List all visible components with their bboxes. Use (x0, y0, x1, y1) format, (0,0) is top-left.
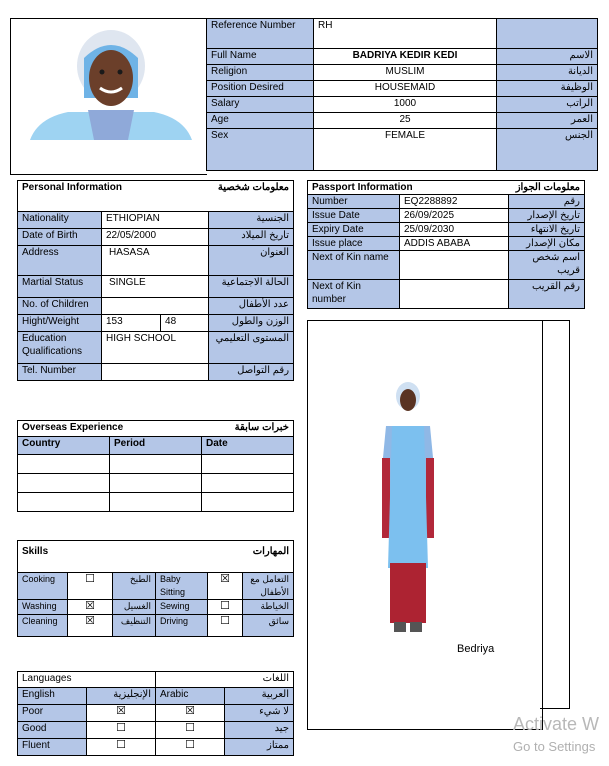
table-row (207, 19, 598, 49)
skill-babysitting-arabic: التعامل مع الأطفال (243, 573, 294, 600)
label-passport-number: Number (308, 195, 400, 209)
arabic-age: العمر (497, 113, 598, 129)
frame-side-strip (540, 320, 570, 709)
label-expiry-date: Expiry Date (308, 223, 400, 237)
label-height-weight: Hight/Weight (18, 315, 102, 332)
label-sex: Sex (207, 129, 314, 171)
arabic-kin-number: رقم القريب (509, 280, 585, 309)
label-issue-date: Issue Date (308, 209, 400, 223)
label-position: Position Desired (207, 81, 314, 97)
language-english-arabic: الإنجليزية (87, 688, 156, 705)
activation-watermark-subtitle[interactable]: Go to Settings (513, 739, 596, 754)
table-row (18, 493, 294, 512)
table-row (207, 97, 598, 113)
cell-country (18, 455, 110, 474)
label-children: No. of Children (18, 298, 102, 315)
cell-period (110, 493, 202, 512)
passport-info-table (307, 180, 585, 309)
value-children (102, 298, 209, 315)
table-row (18, 739, 294, 756)
arabic-expiry-date: تاريخ الانتهاء (509, 223, 585, 237)
passport-title: Passport Information (308, 181, 509, 195)
arabic-poor-checkbox[interactable]: ☒ (156, 705, 225, 722)
arabic-sex: الجنس (497, 129, 598, 171)
column-period: Period (110, 437, 202, 455)
label-nationality: Nationality (18, 212, 102, 229)
value-expiry-date: 25/09/2030 (400, 223, 509, 237)
label-full-name: Full Name (207, 49, 314, 65)
header-info-table (206, 18, 598, 171)
value-weight: 48 (161, 315, 209, 332)
value-passport-number: EQ2288892 (400, 195, 509, 209)
passport-title-ar: معلومات الجواز (509, 181, 585, 195)
arabic-nationality: الجنسية (209, 212, 294, 229)
cell-country (18, 474, 110, 493)
table-row (18, 705, 294, 722)
arabic-kin-name: اسم شخص قريب (509, 251, 585, 280)
skill-cooking-arabic: الطبخ (113, 573, 156, 600)
section-header (18, 181, 294, 212)
table-row (18, 455, 294, 474)
table-row (207, 81, 598, 97)
skill-sewing-checkbox[interactable]: ☐ (208, 600, 243, 615)
column-date: Date (202, 437, 294, 455)
personal-title-ar: معلومات شخصية (161, 181, 294, 212)
label-kin-name: Next of Kin name (308, 251, 400, 280)
table-row (207, 113, 598, 129)
skill-babysitting-checkbox[interactable]: ☒ (208, 573, 243, 600)
value-height: 153 (102, 315, 161, 332)
cell-period (110, 474, 202, 493)
table-row (18, 315, 294, 332)
value-dob: 22/05/2000 (102, 229, 209, 246)
value-nationality: ETHIOPIAN (102, 212, 209, 229)
value-sex: FEMALE (314, 129, 497, 171)
cell-country (18, 493, 110, 512)
label-religion: Religion (207, 65, 314, 81)
level-good-arabic: جيد (225, 722, 294, 739)
table-row (18, 615, 294, 637)
arabic-marital-status: الحالة الاجتماعية (209, 276, 294, 298)
value-issue-place: ADDIS ABABA (400, 237, 509, 251)
arabic-salary: الراتب (497, 97, 598, 113)
cell-period (110, 455, 202, 474)
table-header-row (18, 437, 294, 455)
personal-info-table (17, 180, 294, 381)
table-row (18, 298, 294, 315)
label-address: Address (18, 246, 102, 276)
photo-caption: Bedriya (457, 643, 495, 655)
table-row (207, 49, 598, 65)
skills-table (17, 540, 294, 637)
value-religion: MUSLIM (314, 65, 497, 81)
english-good-checkbox[interactable]: ☐ (87, 722, 156, 739)
skill-cleaning-checkbox[interactable]: ☒ (68, 615, 113, 637)
table-header-row (18, 688, 294, 705)
arabic-children: عدد الأطفال (209, 298, 294, 315)
arabic-issue-date: تاريخ الإصدار (509, 209, 585, 223)
label-education: Education Qualifications (18, 332, 102, 364)
arabic-dob: تاريخ الميلاد (209, 229, 294, 246)
skill-driving-arabic: سائق (243, 615, 294, 637)
arabic-passport-number: رقم (509, 195, 585, 209)
label-kin-number: Next of Kin number (308, 280, 400, 309)
arabic-good-checkbox[interactable]: ☐ (156, 722, 225, 739)
skill-cooking-label: Cooking (18, 573, 68, 600)
headshot-photo (28, 28, 194, 142)
value-issue-date: 26/09/2025 (400, 209, 509, 223)
table-row (18, 722, 294, 739)
value-kin-name (400, 251, 509, 280)
level-poor-label: Poor (18, 705, 87, 722)
section-header (18, 421, 294, 437)
language-arabic-arabic: العربية (225, 688, 294, 705)
table-row (308, 237, 585, 251)
label-marital-status: Martial Status (18, 276, 102, 298)
table-row (18, 332, 294, 364)
table-row (18, 474, 294, 493)
languages-table (17, 671, 294, 756)
section-header (18, 541, 294, 573)
english-poor-checkbox[interactable]: ☒ (87, 705, 156, 722)
activation-watermark-title: Activate W (513, 714, 600, 734)
skill-cleaning-arabic: التنظيف (113, 615, 156, 637)
table-row (308, 209, 585, 223)
label-issue-place: Issue place (308, 237, 400, 251)
section-header (308, 181, 585, 195)
table-row (18, 212, 294, 229)
table-row (308, 223, 585, 237)
column-country: Country (18, 437, 110, 455)
skill-cooking-checkbox[interactable]: ☐ (68, 573, 113, 600)
table-row (18, 276, 294, 298)
skills-title: Skills (18, 541, 156, 573)
table-row (207, 129, 598, 171)
level-fluent-arabic: ممتاز (225, 739, 294, 756)
value-age: 25 (314, 113, 497, 129)
arabic-height-weight: الوزن والطول (209, 315, 294, 332)
label-dob: Date of Birth (18, 229, 102, 246)
value-position: HOUSEMAID (314, 81, 497, 97)
skill-sewing-arabic: الخياطة (243, 600, 294, 615)
cell-date (202, 493, 294, 512)
overseas-title: Overseas Experience (18, 421, 202, 437)
language-arabic-label: Arabic (156, 688, 225, 705)
value-kin-number (400, 280, 509, 309)
value-reference-number: RH (314, 19, 497, 49)
table-row (18, 364, 294, 381)
personal-title: Personal Information (18, 181, 161, 212)
label-tel: Tel. Number (18, 364, 102, 381)
level-fluent-label: Fluent (18, 739, 87, 756)
english-fluent-checkbox[interactable]: ☐ (87, 739, 156, 756)
section-header (18, 672, 294, 688)
value-marital-status: SINGLE (102, 276, 209, 298)
overseas-experience-table (17, 420, 294, 512)
value-education: HIGH SCHOOL (102, 332, 209, 364)
value-address: HASASA (102, 246, 209, 276)
skill-driving-checkbox[interactable]: ☐ (208, 615, 243, 637)
arabic-education: المستوى التعليمي (209, 332, 294, 364)
overseas-title-ar: خبرات سابقة (202, 421, 294, 437)
arabic-issue-place: مكان الإصدار (509, 237, 585, 251)
skills-title-ar: المهارات (156, 541, 294, 573)
full-body-photo (372, 378, 444, 638)
level-poor-arabic: لا شيء (225, 705, 294, 722)
table-row (18, 600, 294, 615)
table-row (18, 246, 294, 276)
language-english-label: English (18, 688, 87, 705)
skill-cleaning-label: Cleaning (18, 615, 68, 637)
skill-babysitting-label: Baby Sitting (156, 573, 208, 600)
languages-title: Languages (18, 672, 156, 688)
value-salary: 1000 (314, 97, 497, 113)
table-row (308, 195, 585, 209)
label-age: Age (207, 113, 314, 129)
table-row (308, 251, 585, 280)
table-row (18, 573, 294, 600)
table-row (207, 65, 598, 81)
skill-washing-checkbox[interactable]: ☒ (68, 600, 113, 615)
table-row (18, 229, 294, 246)
level-good-label: Good (18, 722, 87, 739)
arabic-religion: الديانة (497, 65, 598, 81)
arabic-tel: رقم التواصل (209, 364, 294, 381)
value-full-name: BADRIYA KEDIR KEDI (314, 49, 497, 65)
skill-washing-label: Washing (18, 600, 68, 615)
cell-date (202, 455, 294, 474)
arabic-address: العنوان (209, 246, 294, 276)
label-salary: Salary (207, 97, 314, 113)
arabic-full-name: الاسم (497, 49, 598, 65)
arabic-fluent-checkbox[interactable]: ☐ (156, 739, 225, 756)
label-reference-number: Reference Number (207, 19, 314, 49)
value-tel (102, 364, 209, 381)
skill-sewing-label: Sewing (156, 600, 208, 615)
cell-date (202, 474, 294, 493)
table-row (308, 280, 585, 309)
arabic-position: الوظيفة (497, 81, 598, 97)
skill-driving-label: Driving (156, 615, 208, 637)
languages-title-ar: اللغات (156, 672, 294, 688)
arabic-reference-number (497, 19, 598, 49)
skill-washing-arabic: الغسيل (113, 600, 156, 615)
